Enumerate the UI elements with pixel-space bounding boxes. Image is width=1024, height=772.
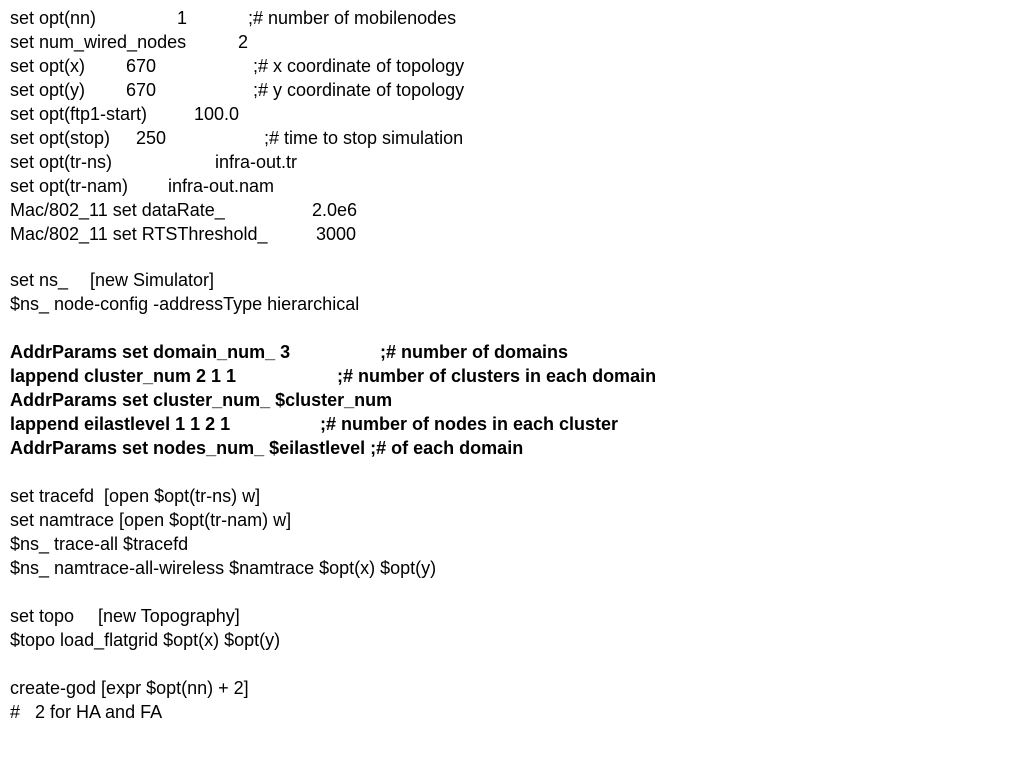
code-comment: ;# x coordinate of topology (253, 56, 465, 76)
code-line-set-cluster-num (10, 388, 393, 412)
code-value: infra-out.nam (168, 176, 275, 196)
code-text: create-god [expr $opt(nn) + 2] (10, 678, 249, 698)
code-comment: ;# y coordinate of topology (253, 80, 465, 100)
code-value: 1 (177, 8, 188, 28)
code-line-data-rate (10, 198, 358, 222)
code-comment: ;# number of mobilenodes (248, 8, 457, 28)
code-line-rts-threshold (10, 222, 357, 246)
code-text: $ns_ namtrace-all-wireless $namtrace $opt(x) $opt(y) (10, 558, 437, 578)
code-text: set num_wired_nodes (10, 32, 187, 52)
code-line-namtrace (10, 508, 292, 532)
code-line-num-wired-nodes (10, 30, 249, 54)
code-text: $ns_ trace-all $tracefd (10, 534, 189, 554)
code-text: AddrParams set domain_num_ 3 (10, 342, 291, 362)
code-text: # 2 for HA and FA (10, 702, 163, 722)
code-line-opt-x (10, 54, 465, 78)
code-line-tracefd (10, 484, 261, 508)
code-line-opt-stop (10, 126, 464, 150)
code-line-comment-ha-fa (10, 700, 163, 724)
code-value: 670 (126, 56, 157, 76)
code-line-opt-ftp1-start (10, 102, 240, 126)
code-text: Mac/802_11 set RTSThreshold_ (10, 224, 268, 244)
code-value: infra-out.tr (215, 152, 298, 172)
code-line-create-god (10, 676, 249, 700)
code-text: AddrParams set cluster_num_ $cluster_num (10, 390, 393, 410)
code-line-trace-all (10, 532, 189, 556)
code-comment: ;# number of domains (380, 342, 569, 362)
code-value: [new Simulator] (90, 270, 215, 290)
code-line-opt-y (10, 78, 465, 102)
code-text: set opt(tr-nam) (10, 176, 129, 196)
code-text: set namtrace [open $opt(tr-nam) w] (10, 510, 292, 530)
code-line-set-ns (10, 268, 215, 292)
code-comment: ;# number of clusters in each domain (337, 366, 657, 386)
code-value: 2 (238, 32, 249, 52)
code-text: set opt(y) (10, 80, 86, 100)
code-line-load-flatgrid (10, 628, 281, 652)
code-value: 3000 (316, 224, 357, 244)
code-value: [new Topography] (98, 606, 240, 626)
code-value: 250 (136, 128, 167, 148)
code-text: $topo load_flatgrid $opt(x) $opt(y) (10, 630, 281, 650)
code-value: 100.0 (194, 104, 240, 124)
code-comment: ;# time to stop simulation (264, 128, 464, 148)
code-text: set ns_ (10, 270, 69, 290)
code-text: lappend eilastlevel 1 1 2 1 (10, 414, 231, 434)
code-text: AddrParams set nodes_num_ $eilastlevel ;# of each domain (10, 438, 524, 458)
code-text: $ns_ node-config -addressType hierarchical (10, 294, 360, 314)
code-line-namtrace-all-wireless (10, 556, 437, 580)
code-text: set opt(x) (10, 56, 86, 76)
code-text: set opt(tr-ns) (10, 152, 113, 172)
code-text: set topo (10, 606, 75, 626)
code-text: Mac/802_11 set dataRate_ (10, 200, 225, 220)
code-text: set tracefd [open $opt(tr-ns) w] (10, 486, 261, 506)
code-value: 2.0e6 (312, 200, 358, 220)
code-line-opt-tr-ns (10, 150, 298, 174)
code-line-node-config (10, 292, 360, 316)
code-value: 670 (126, 80, 157, 100)
code-line-opt-nn (10, 6, 457, 30)
code-line-eilastlevel (10, 412, 619, 436)
code-text: set opt(nn) (10, 8, 97, 28)
code-text: set opt(ftp1-start) (10, 104, 148, 124)
code-line-cluster-num (10, 364, 657, 388)
code-text: set opt(stop) (10, 128, 111, 148)
code-comment: ;# number of nodes in each cluster (320, 414, 619, 434)
code-line-set-topo (10, 604, 240, 628)
code-line-domain-num (10, 340, 569, 364)
code-line-opt-tr-nam (10, 174, 275, 198)
code-line-nodes-num (10, 436, 524, 460)
code-text: lappend cluster_num 2 1 1 (10, 366, 237, 386)
